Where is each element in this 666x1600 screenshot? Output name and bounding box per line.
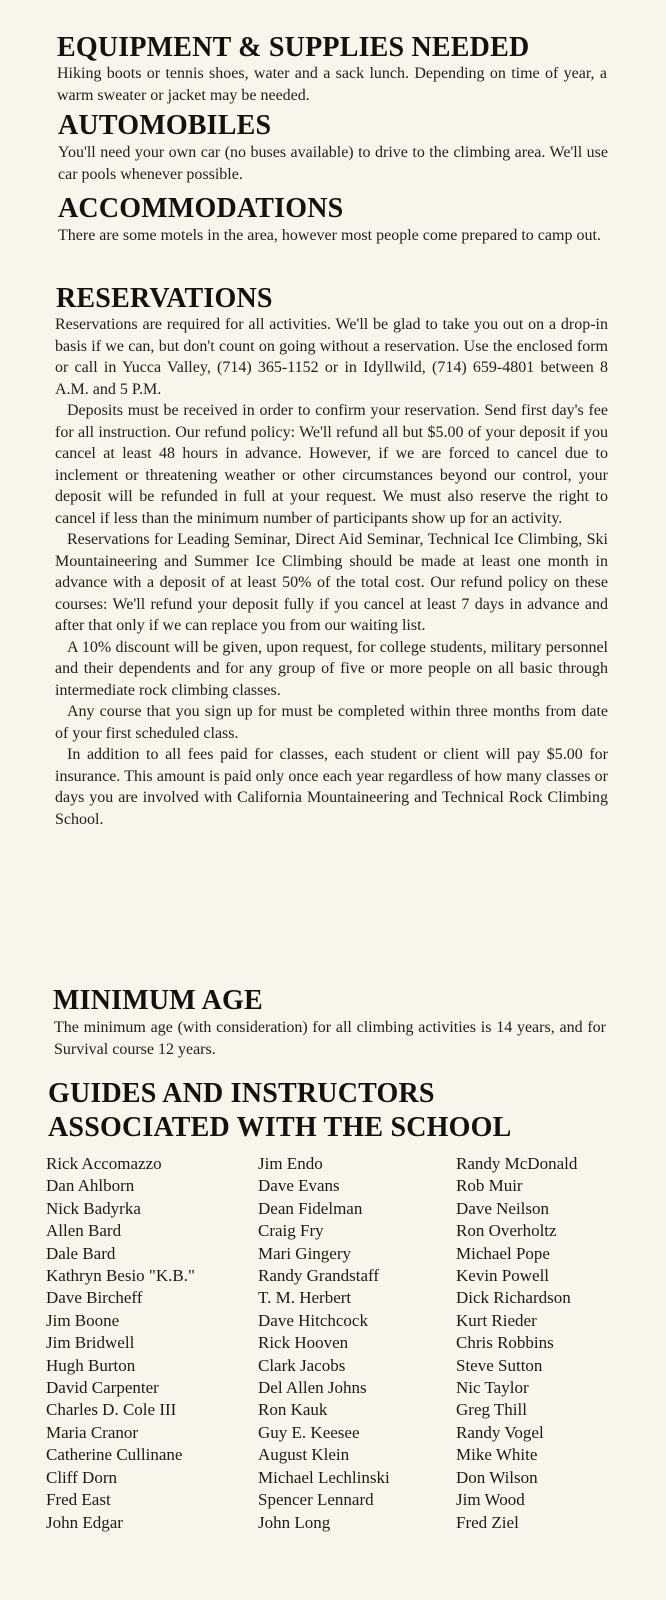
guide-name: Rick Hooven xyxy=(258,1333,349,1353)
automobiles-text: You'll need your own car (no buses available) to drive to the climbing area. We'll use car pools whenever possible. xyxy=(58,144,608,183)
guide-name: Maria Cranor xyxy=(46,1422,139,1442)
guide-name: Fred East xyxy=(46,1490,111,1510)
guide-name: Del Allen Johns xyxy=(258,1378,367,1398)
reservations-paragraph: Reservations are required for all activities. We'll be glad to take you out on a drop-in basis if we can, but don't count on going without a reservation. Use the enclosed form or call in Yucca Valley, (714) 365-1152 or in Idyllwild, (714) 659-4801 between 8 A.M. and 5 P.M. xyxy=(55,316,608,398)
guide-name: Nick Badyrka xyxy=(46,1198,141,1218)
reservations-paragraph: In addition to all fees paid for classes, each student or client will pay $5.00 for insurance. This amount is paid only once each year regardless of how many classes or days you are involved with California Mountaineering and Technical Rock Climbing School. xyxy=(55,746,608,828)
equipment-text: Hiking boots or tennis shoes, water and a sack lunch. Depending on time of year, a warm sweater or jacket may be needed. xyxy=(57,65,607,104)
guide-name: Dave Evans xyxy=(258,1176,340,1196)
guide-name: Dale Bard xyxy=(46,1243,116,1263)
guide-name: Dave Hitchcock xyxy=(258,1310,368,1330)
guide-name: Allen Bard xyxy=(46,1221,122,1241)
guide-name: T. M. Herbert xyxy=(258,1288,352,1308)
guide-name: Kevin Powell xyxy=(456,1266,550,1286)
guide-name: Dave Bircheff xyxy=(46,1288,143,1308)
guide-name: David Carpenter xyxy=(46,1378,159,1398)
automobiles-heading: AUTOMOBILES xyxy=(58,110,272,141)
guide-name: Catherine Cullinane xyxy=(46,1445,183,1465)
guide-name: John Edgar xyxy=(46,1512,123,1532)
guide-name: Cliff Dorn xyxy=(46,1467,117,1487)
guide-name: Kurt Rieder xyxy=(456,1310,537,1330)
guide-name: John Long xyxy=(258,1512,331,1532)
guide-name: Dean Fidelman xyxy=(258,1198,363,1218)
guide-name: Greg Thill xyxy=(456,1400,527,1420)
guide-name: Ron Kauk xyxy=(258,1400,328,1420)
guide-name: Steve Sutton xyxy=(456,1355,543,1375)
reservations-paragraph: Reservations for Leading Seminar, Direct Aid Seminar, Technical Ice Climbing, Ski Mountaineering and Summer Ice Climbing should be made at least one month in advance with a deposit of at least 50% of the total cost. Our refund policy on these courses: We'll refund your deposit fully if you cancel at least 7 days in advance and after that only if we can replace you from our waiting list. xyxy=(55,531,608,634)
guide-name: Spencer Lennard xyxy=(258,1490,374,1510)
guides-column-2 xyxy=(258,1153,390,1534)
guide-name: Clark Jacobs xyxy=(258,1355,346,1375)
guide-name: Craig Fry xyxy=(258,1221,324,1241)
guide-name: Fred Ziel xyxy=(456,1512,519,1532)
guide-name: Jim Boone xyxy=(46,1310,120,1330)
minimum-age-section xyxy=(0,986,666,1060)
minimum-age-text: The minimum age (with consideration) for all climbing activities is 14 years, and for Survival course 12 years. xyxy=(54,1019,606,1058)
guides-heading-line1: GUIDES AND INSTRUCTORS xyxy=(48,1078,435,1109)
equipment-section xyxy=(0,33,666,106)
equipment-heading: EQUIPMENT & SUPPLIES NEEDED xyxy=(57,32,530,63)
guide-name: Kathryn Besio "K.B." xyxy=(46,1266,195,1286)
reservations-paragraph: Any course that you sign up for must be completed within three months from date of your first scheduled class. xyxy=(55,703,608,742)
guide-name: Rob Muir xyxy=(456,1176,523,1196)
guide-name: Chris Robbins xyxy=(456,1333,554,1353)
guide-name: Michael Lechlinski xyxy=(258,1467,390,1487)
guide-name: Dave Neilson xyxy=(456,1198,550,1218)
guide-name: Mari Gingery xyxy=(258,1243,352,1263)
guide-name: Michael Pope xyxy=(456,1243,550,1263)
reservations-heading: RESERVATIONS xyxy=(56,283,273,314)
guide-name: Guy E. Keesee xyxy=(258,1422,360,1442)
guide-name: Charles D. Cole III xyxy=(46,1400,177,1420)
guide-name: Jim Bridwell xyxy=(46,1333,135,1353)
guide-name: Don Wilson xyxy=(456,1467,538,1487)
reservations-paragraph: Deposits must be received in order to confirm your reservation. Send first day's fee for all instruction. Our refund policy: We'll refund all but $5.00 of your deposit if you cancel at least 48 hours in advance. However, if we are forced to cancel due to inclement or threatening weather or other circumstances beyond our control, your deposit will be refunded in full at your request. We must also reserve the right to cancel if less than the minimum number of participants show up for an activity. xyxy=(55,402,608,527)
guides-section xyxy=(0,1077,666,1145)
guide-name: Ron Overholtz xyxy=(456,1221,557,1241)
guide-name: August Klein xyxy=(258,1445,350,1465)
guide-name: Dan Ahlborn xyxy=(46,1176,135,1196)
guide-name: Jim Wood xyxy=(456,1490,525,1510)
accommodations-heading: ACCOMMODATIONS xyxy=(58,193,344,224)
guide-name: Dick Richardson xyxy=(456,1288,571,1308)
minimum-age-heading: MINIMUM AGE xyxy=(53,985,263,1016)
reservations-paragraph: A 10% discount will be given, upon request, for college students, military personnel and their dependents and for any group of five or more people on all basic through intermediate rock climbing classes. xyxy=(55,638,608,699)
accommodations-section xyxy=(0,194,666,247)
automobiles-section xyxy=(0,111,666,185)
guide-name: Mike White xyxy=(456,1445,538,1465)
guides-column-3 xyxy=(456,1153,577,1534)
guide-name: Rick Accomazzo xyxy=(46,1154,162,1173)
guides-heading-line2: ASSOCIATED WITH THE SCHOOL xyxy=(48,1112,512,1143)
guide-name: Randy Grandstaff xyxy=(258,1266,380,1286)
guide-name: Hugh Burton xyxy=(46,1355,136,1375)
accommodations-text: There are some motels in the area, however most people come prepared to camp out. xyxy=(58,227,601,244)
guides-column-1 xyxy=(46,1153,195,1534)
guide-name: Nic Taylor xyxy=(456,1378,529,1398)
guide-name: Randy McDonald xyxy=(456,1154,578,1173)
guide-name: Jim Endo xyxy=(258,1154,323,1173)
guide-name: Randy Vogel xyxy=(456,1422,544,1442)
reservations-section xyxy=(0,284,666,830)
